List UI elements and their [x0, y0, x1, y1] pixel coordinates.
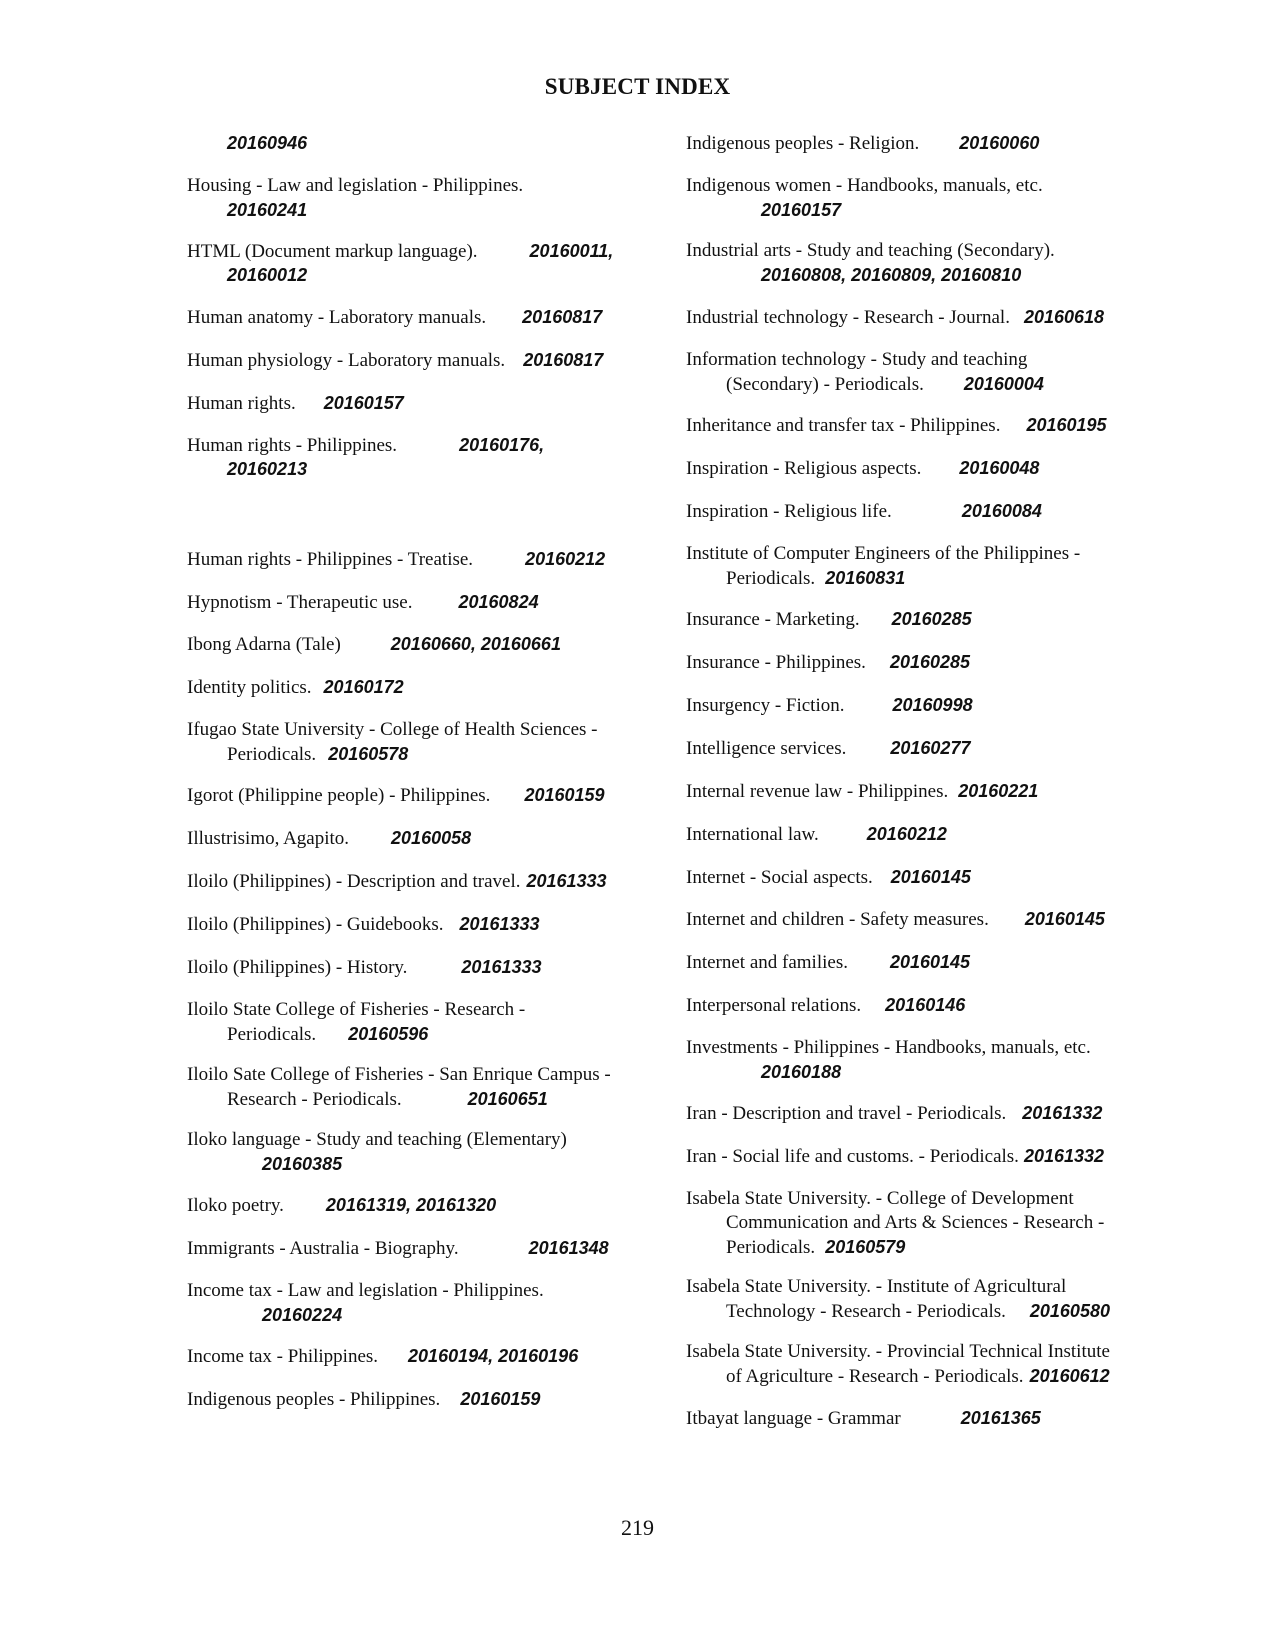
entry-heading: Ifugao State University - College of Health Sciences - — [187, 719, 598, 740]
entry-heading: Industrial arts - Study and teaching (Secondary). — [686, 240, 1055, 261]
entry-heading: Isabela State University. - Provincial Technical Institute — [686, 1341, 1110, 1362]
entry-heading: Human physiology - Laboratory manuals. — [187, 350, 506, 371]
entry-heading: Iran - Description and travel - Periodicals. — [686, 1103, 1007, 1124]
index-entry — [187, 305, 657, 329]
index-entry — [686, 239, 1176, 287]
record-number: 20160824 — [458, 592, 539, 612]
record-number: 20160224 — [262, 1305, 343, 1325]
entry-heading: Iloko language - Study and teaching (Elementary) — [187, 1129, 567, 1150]
page-title: SUBJECT INDEX — [544, 74, 731, 99]
index-entry — [187, 1063, 657, 1111]
entry-heading-cont: Periodicals. — [726, 568, 816, 589]
record-number: 20160060 — [959, 133, 1040, 153]
entry-heading: Identity politics. — [187, 677, 312, 698]
record-number: 20160213 — [227, 459, 308, 479]
index-entry — [686, 499, 1176, 523]
record-number: 20160145 — [1024, 909, 1105, 929]
record-number: 20160817 — [522, 307, 603, 327]
record-number: 20160058 — [391, 828, 472, 848]
entry-heading-cont: Technology - Research - Periodicals. — [726, 1301, 1006, 1322]
entry-heading: HTML (Document markup language). — [187, 241, 478, 262]
index-entry — [187, 869, 657, 893]
index-entry — [686, 693, 1176, 717]
index-entry — [187, 675, 657, 699]
record-number: 20160011, — [529, 241, 614, 261]
record-number: 20160221 — [958, 781, 1039, 801]
record-number: 20161332 — [1023, 1146, 1105, 1166]
entry-heading: Hypnotism - Therapeutic use. — [187, 592, 413, 613]
entry-heading: Intelligence services. — [686, 738, 847, 759]
index-entry — [686, 1036, 1176, 1084]
index-entry — [187, 131, 657, 155]
entry-heading: Indigenous women - Handbooks, manuals, etc. — [686, 175, 1043, 196]
index-entry — [686, 456, 1176, 480]
index-entry — [187, 783, 657, 807]
index-entry — [686, 865, 1176, 889]
entry-heading-cont: Periodicals. — [227, 744, 317, 765]
entry-heading: Ibong Adarna (Tale) — [187, 634, 341, 655]
index-entry — [187, 174, 657, 222]
entry-heading: Interpersonal relations. — [686, 995, 862, 1016]
record-number: 20160157 — [761, 200, 842, 220]
record-number: 20160146 — [885, 995, 966, 1015]
entry-heading: Internal revenue law - Philippines. — [686, 781, 949, 802]
record-number: 20160004 — [963, 374, 1044, 394]
index-entry — [187, 826, 657, 850]
entry-heading: Industrial technology - Research - Journal. — [686, 307, 1010, 328]
entry-heading: Iloilo (Philippines) - Description and travel. — [187, 871, 521, 892]
record-number: 20160580 — [1029, 1301, 1110, 1321]
record-number: 20161319, 20161320 — [325, 1195, 497, 1215]
entry-heading: Itbayat language - Grammar — [686, 1408, 901, 1429]
record-number: 20160172 — [323, 677, 404, 697]
record-number: 20160194, 20160196 — [408, 1346, 579, 1366]
entry-heading: Human rights - Philippines. — [187, 435, 398, 456]
index-entry — [187, 1128, 657, 1176]
index-entry — [187, 632, 657, 656]
record-number: 20160159 — [460, 1389, 541, 1409]
index-entry — [686, 650, 1176, 674]
index-entry — [187, 955, 657, 979]
record-number: 20160385 — [262, 1154, 343, 1174]
record-number: 20160212 — [525, 549, 606, 569]
entry-heading: Inspiration - Religious aspects. — [686, 458, 922, 479]
entry-heading: Indigenous peoples - Religion. — [686, 133, 920, 154]
index-entry — [686, 1275, 1176, 1323]
index-entry — [187, 433, 657, 481]
index-entry — [686, 779, 1176, 803]
entry-heading: Iloilo (Philippines) - Guidebooks. — [187, 914, 444, 935]
record-number: 20160277 — [890, 738, 971, 758]
entry-heading: Igorot (Philippine people) - Philippines. — [187, 785, 491, 806]
entry-heading: Income tax - Philippines. — [187, 1346, 379, 1367]
index-entry — [686, 1144, 1176, 1168]
page-number: 219 — [621, 1515, 654, 1540]
index-entry — [187, 391, 657, 415]
record-number: 20161365 — [960, 1408, 1041, 1428]
index-entry — [686, 1187, 1176, 1259]
entry-heading: Internet and children - Safety measures. — [686, 909, 989, 930]
entry-heading: Iloko poetry. — [187, 1195, 284, 1216]
record-number: 20160157 — [323, 393, 404, 413]
record-number: 20160241 — [227, 200, 308, 220]
entry-heading: Inspiration - Religious life. — [686, 501, 892, 522]
index-entry — [187, 239, 657, 287]
entry-heading-cont: Research - Periodicals. — [227, 1089, 402, 1110]
entry-heading-cont: Periodicals. — [227, 1024, 317, 1045]
entry-heading-cont: Communication and Arts & Sciences - Research - — [726, 1212, 1105, 1233]
record-number: 20160048 — [959, 458, 1040, 478]
index-entry — [686, 174, 1176, 222]
index-entry — [187, 1344, 657, 1368]
record-number: 20160195 — [1026, 415, 1107, 435]
entry-heading-cont: (Secondary) - Periodicals. — [726, 374, 924, 395]
index-entry — [187, 1193, 657, 1217]
entry-heading: Human anatomy - Laboratory manuals. — [187, 307, 487, 328]
record-number: 20160145 — [889, 952, 971, 972]
index-entry — [686, 348, 1176, 396]
index-entry — [187, 348, 657, 372]
record-number: 20161332 — [1022, 1103, 1103, 1123]
record-number: 20160285 — [891, 609, 972, 629]
record-number: 20161333 — [459, 914, 540, 934]
entry-heading: Human rights. — [187, 393, 296, 414]
record-number: 20160612 — [1029, 1366, 1110, 1386]
entry-heading: Illustrisimo, Agapito. — [187, 828, 350, 849]
record-number: 20160578 — [328, 744, 409, 764]
entry-heading-cont: Periodicals. — [726, 1237, 816, 1258]
entry-heading: Insurance - Philippines. — [686, 652, 866, 673]
record-number: 20160651 — [467, 1089, 548, 1109]
entry-heading: Insurance - Marketing. — [686, 609, 860, 630]
entry-heading: Income tax - Law and legislation - Philippines. — [187, 1280, 544, 1301]
index-entry — [686, 993, 1176, 1017]
entry-heading: Iloilo Sate College of Fisheries - San Enrique Campus - — [187, 1064, 611, 1085]
entry-heading: International law. — [686, 824, 819, 845]
record-number: 20160285 — [889, 652, 971, 672]
record-number: 20160946 — [227, 133, 308, 153]
entry-heading: Internet - Social aspects. — [686, 867, 873, 888]
entry-heading: Insurgency - Fiction. — [686, 695, 845, 716]
index-entry — [686, 1340, 1176, 1388]
entry-heading: Institute of Computer Engineers of the Philippines - — [686, 543, 1081, 564]
record-number: 20160159 — [524, 785, 605, 805]
index-entry — [686, 542, 1176, 590]
index-entry — [686, 305, 1176, 329]
index-entry — [686, 736, 1176, 760]
record-number: 20161333 — [461, 957, 542, 977]
entry-heading: Human rights - Philippines - Treatise. — [187, 549, 474, 570]
index-entry — [187, 1279, 657, 1327]
index-entry — [686, 822, 1176, 846]
entry-heading: Isabela State University. - Institute of Agricultural — [686, 1276, 1067, 1297]
record-number: 20160808, 20160809, 20160810 — [761, 265, 1022, 285]
record-number: 20160188 — [761, 1062, 842, 1082]
index-entry — [187, 1236, 657, 1260]
record-number: 20160012 — [227, 265, 308, 285]
record-number: 20160998 — [892, 695, 973, 715]
index-entry — [187, 547, 657, 571]
entry-heading: Internet and families. — [686, 952, 848, 973]
entry-heading: Information technology - Study and teaching — [686, 349, 1028, 370]
entry-heading: Indigenous peoples - Philippines. — [187, 1389, 441, 1410]
index-entry — [686, 907, 1176, 931]
record-number: 20161348 — [528, 1238, 609, 1258]
record-number: 20160660, 20160661 — [390, 634, 561, 654]
record-number: 20161333 — [526, 871, 607, 891]
record-number: 20160831 — [825, 568, 906, 588]
index-entry — [686, 1406, 1176, 1430]
record-number: 20160176, — [459, 435, 545, 455]
index-entry — [686, 950, 1176, 974]
record-number: 20160596 — [348, 1024, 429, 1044]
entry-heading-cont: of Agriculture - Research - Periodicals. — [726, 1366, 1024, 1387]
entry-heading: Isabela State University. - College of Development — [686, 1188, 1074, 1209]
index-entry — [187, 1387, 657, 1411]
entry-heading: Housing - Law and legislation - Philippines. — [187, 175, 524, 196]
record-number: 20160084 — [961, 501, 1042, 521]
record-number: 20160579 — [825, 1237, 906, 1257]
entry-heading: Iloilo State College of Fisheries - Research - — [187, 999, 526, 1020]
entry-heading: Iloilo (Philippines) - History. — [187, 957, 408, 978]
entry-heading: Iran - Social life and customs. - Periodicals. — [686, 1146, 1019, 1167]
index-entry — [686, 131, 1176, 155]
record-number: 20160145 — [890, 867, 971, 887]
entry-heading: Inheritance and transfer tax - Philippines. — [686, 415, 1001, 436]
record-number: 20160212 — [866, 824, 947, 844]
record-number: 20160817 — [523, 350, 604, 370]
entry-heading: Investments - Philippines - Handbooks, manuals, etc. — [686, 1037, 1091, 1058]
index-entry — [187, 912, 657, 936]
index-entry — [686, 1101, 1176, 1125]
index-entry — [187, 718, 657, 766]
index-entry — [187, 590, 657, 614]
index-entry — [686, 607, 1176, 631]
entry-heading: Immigrants - Australia - Biography. — [187, 1238, 459, 1259]
record-number: 20160618 — [1023, 307, 1105, 327]
index-entry — [187, 998, 657, 1046]
index-entry — [686, 413, 1176, 437]
